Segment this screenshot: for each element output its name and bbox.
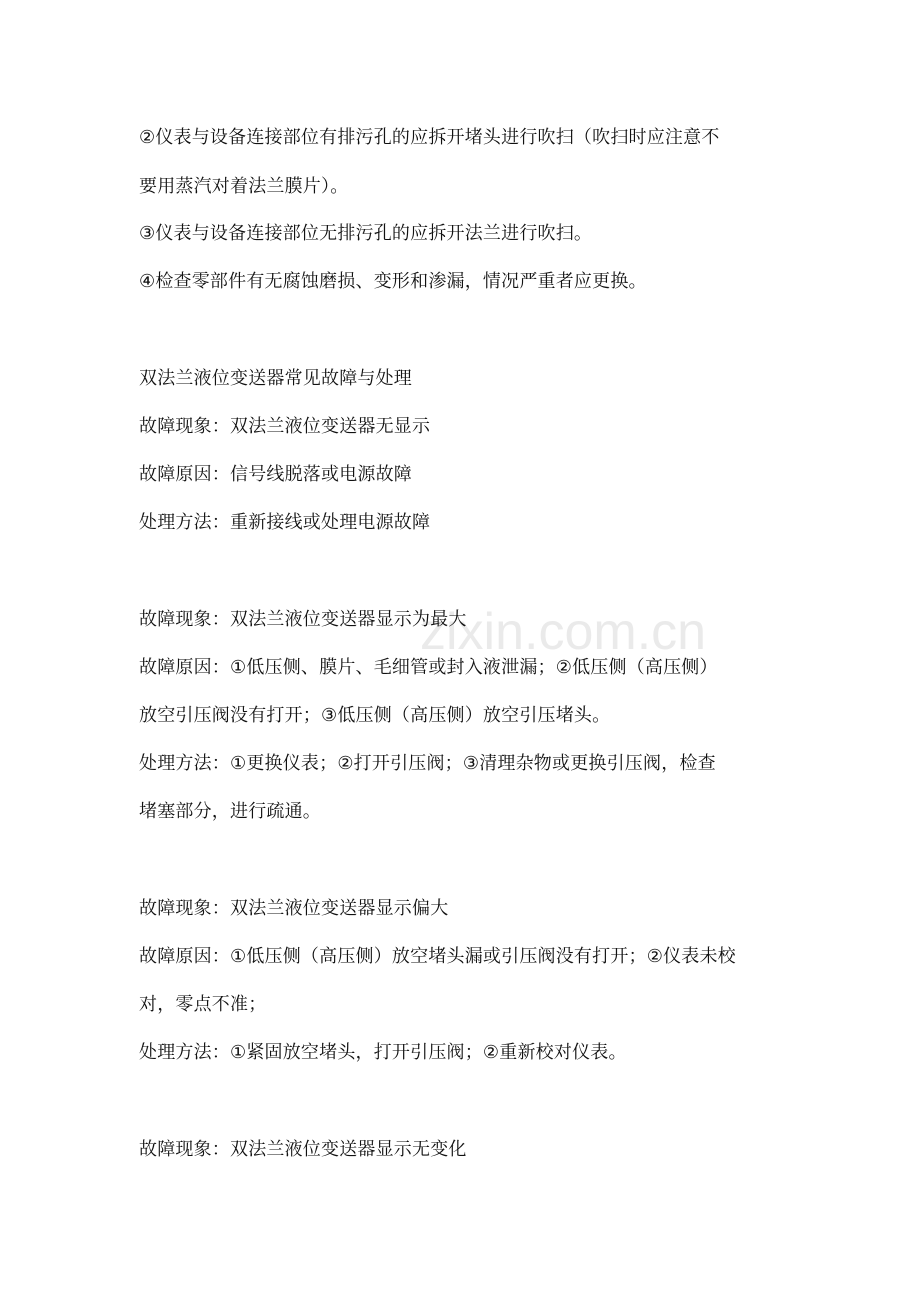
text-line: ③仪表与设备连接部位无排污孔的应拆开法兰进行吹扫。 xyxy=(139,223,593,244)
fault-symptom: 故障现象：双法兰液位变送器显示偏大 xyxy=(139,898,449,919)
section-heading: 双法兰液位变送器常见故障与处理 xyxy=(139,368,412,389)
fault-remedy: 处理方法：①更换仪表；②打开引压阀；③清理杂物或更换引压阀，检查 xyxy=(139,753,716,774)
fault-symptom: 故障现象：双法兰液位变送器显示无变化 xyxy=(139,1139,467,1160)
fault-cause: 故障原因：信号线脱落或电源故障 xyxy=(139,464,412,485)
fault-cause-cont: 对，零点不准； xyxy=(139,994,267,1015)
fault-cause: 故障原因：①低压侧（高压侧）放空堵头漏或引压阀没有打开；②仪表未校 xyxy=(139,946,736,967)
fault-cause: 故障原因：①低压侧、膜片、毛细管或封入液泄漏；②低压侧（高压侧） xyxy=(139,657,718,678)
fault-symptom: 故障现象：双法兰液位变送器无显示 xyxy=(139,416,431,437)
text-line: ④检查零部件有无腐蚀磨损、变形和渗漏，情况严重者应更换。 xyxy=(139,271,647,292)
fault-remedy-cont: 堵塞部分，进行疏通。 xyxy=(139,801,321,822)
fault-cause-cont: 放空引压阀没有打开；③低压侧（高压侧）放空引压堵头。 xyxy=(139,705,611,726)
text-line: ②仪表与设备连接部位有排污孔的应拆开堵头进行吹扫（吹扫时应注意不 xyxy=(139,127,720,148)
fault-symptom: 故障现象：双法兰液位变送器显示为最大 xyxy=(139,609,467,630)
fault-remedy: 处理方法：①紧固放空堵头，打开引压阀；②重新校对仪表。 xyxy=(139,1042,627,1063)
text-line: 要用蒸汽对着法兰膜片）。 xyxy=(139,176,349,197)
fault-remedy: 处理方法：重新接线或处理电源故障 xyxy=(139,512,431,533)
watermark-text: zixin.com.cn xyxy=(420,603,707,661)
